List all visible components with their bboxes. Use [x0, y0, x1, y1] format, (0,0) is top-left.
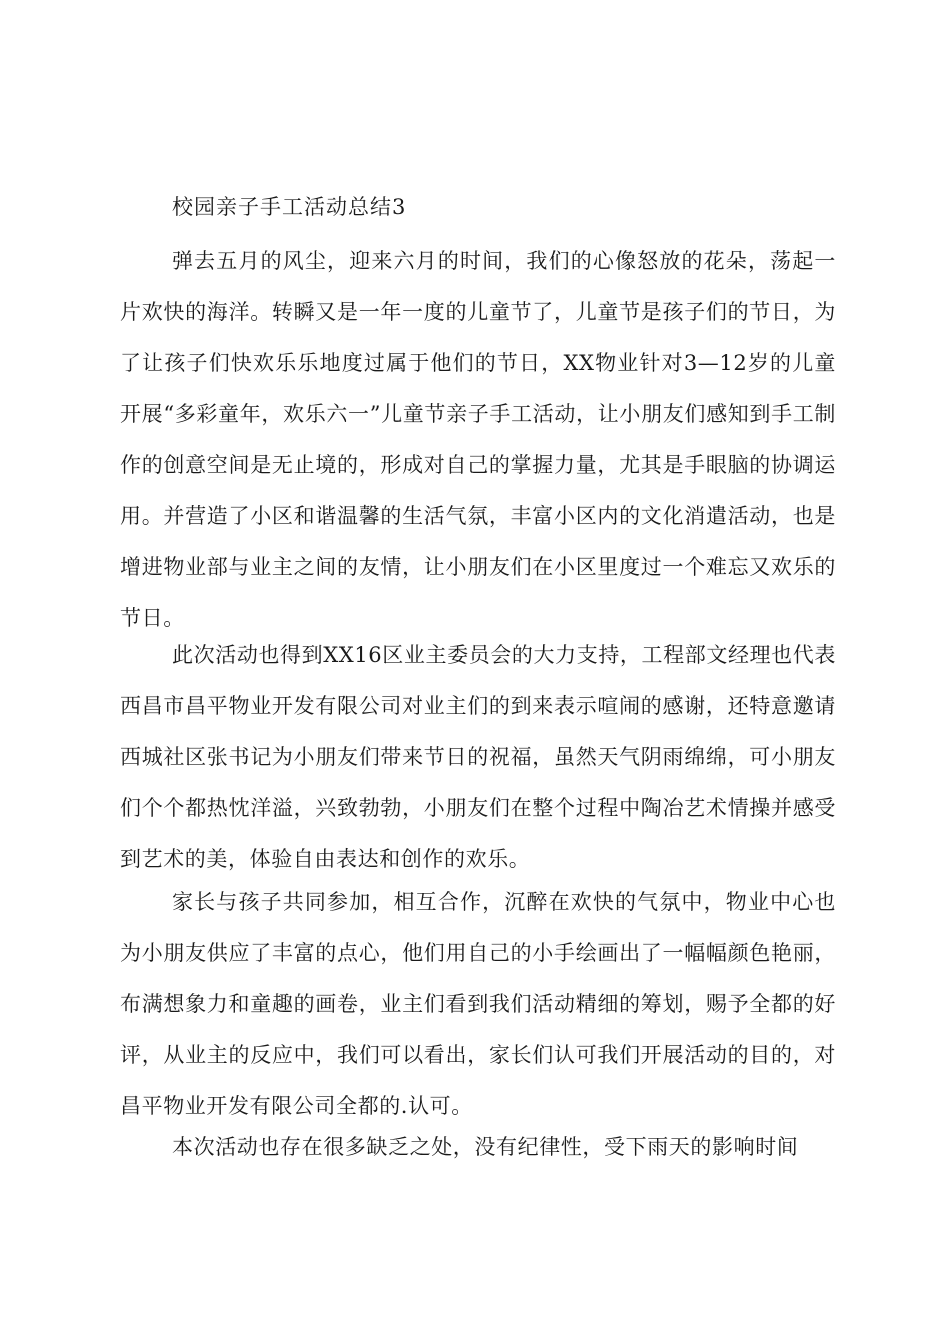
paragraph-3: 家长与孩子共同参加，相互合作，沉醉在欢快的气氛中，物业中心也为小朋友供应了丰富的点心，他们用自己的小手绘画出了一幅幅颜色艳丽，布满想象力和童趣的画卷，业主们看到我们活动精细的筹划，赐予全都的好评，从业主的反应中，我们可以看出，家长们认可我们开展活动的目的，对昌平物业开发有限公司全都的.认可。 — [120, 890, 836, 1118]
paragraph-2: 此次活动也得到XX16区业主委员会的大力支持，工程部文经理也代表西昌市昌平物业开发有限公司对业主们的到来表示喧闹的感谢，还特意邀请西城社区张书记为小朋友们带来节日的祝福，虽然天气阴雨绵绵，可小朋友们个个都热忱洋溢，兴致勃勃，小朋友们在整个过程中陶冶艺术情操并感受到艺术的美，体验自由表达和创作的欢乐。 — [120, 643, 836, 871]
paragraph-4: 本次活动也存在很多缺乏之处，没有纪律性，受下雨天的影响时间 — [172, 1135, 799, 1159]
document-title: 校园亲子手工活动总结3 — [172, 195, 407, 219]
paragraph-1: 弹去五月的风尘，迎来六月的时间，我们的心像怒放的花朵，荡起一片欢快的海洋。转瞬又是一年一度的儿童节了，儿童节是孩子们的节日，为了让孩子们快欢乐乐地度过属于他们的节日，XX物业针对3—12岁的儿童开展“多彩童年，欢乐六一”儿童节亲子手工活动，让小朋友们感知到手工制作的创意空间是无止境的，形成对自己的掌握力量，尤其是手眼脑的协调运用。并营造了小区和谐温馨的生活气氛，丰富小区内的文化消遣活动，也是增进物业部与业主之间的友情，让小朋友们在小区里度过一个难忘又欢乐的节日。 — [120, 249, 836, 630]
